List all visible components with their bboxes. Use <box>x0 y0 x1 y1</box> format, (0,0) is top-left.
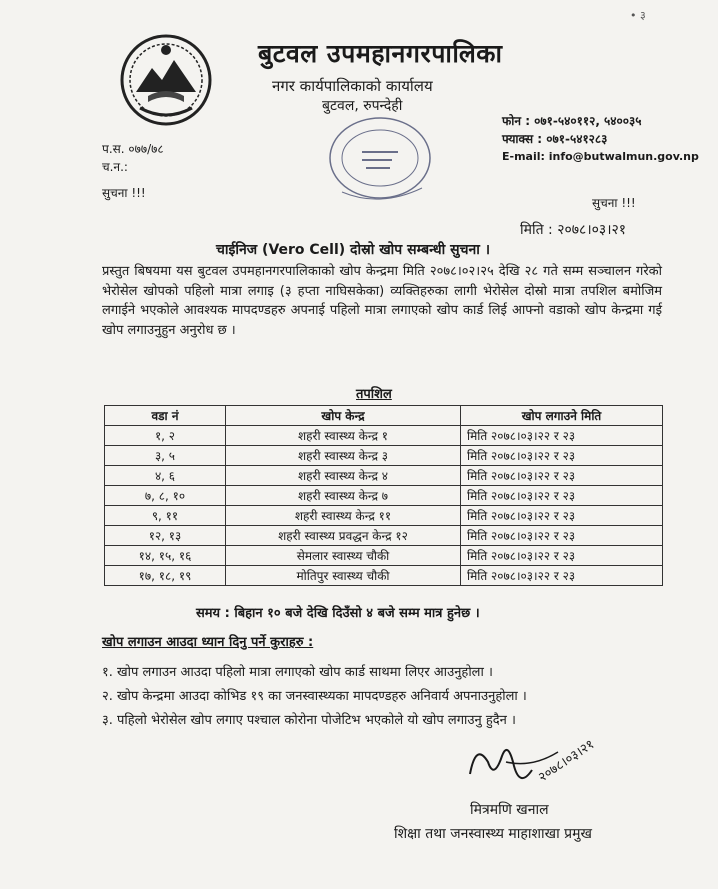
center-cell: शहरी स्वास्थ्य केन्द्र ७ <box>226 486 461 506</box>
org-name: बुटवल उपमहानगरपालिका <box>258 39 503 68</box>
vaccination-schedule-table <box>104 405 663 586</box>
signer-name: मित्रमणि खनाल <box>470 802 549 818</box>
email-address[interactable]: E-mail: info@butwalmun.gov.np <box>502 150 699 163</box>
table-row <box>105 446 663 466</box>
ward-cell: ३, ५ <box>105 446 226 466</box>
date-cell: मिति २०७८।०३।२२ र २३ <box>461 486 663 506</box>
date-cell: मिति २०७८।०३।२२ र २३ <box>461 426 663 446</box>
emblem-logo <box>118 30 214 130</box>
date-cell: मिति २०७८।०३।२२ र २३ <box>461 546 663 566</box>
notice-subject: चाईनिज (Vero Cell) दोस्रो खोप सम्बन्धी सुचना । <box>216 242 491 258</box>
ward-cell: ७, ८, १० <box>105 486 226 506</box>
ref-number: प.स. ०७७/७८ <box>102 142 164 156</box>
signature <box>462 722 632 802</box>
ward-cell: १, २ <box>105 426 226 446</box>
corner-mark: • ३ <box>630 9 646 22</box>
table-row <box>105 426 663 446</box>
header-date: खोप लगाउने मिति <box>461 406 663 426</box>
date-cell: मिति २०७८।०३।२२ र २३ <box>461 506 663 526</box>
center-cell: शहरी स्वास्थ्य प्रवद्धन केन्द्र १२ <box>226 526 461 546</box>
notice-label-left: सुचना !!! <box>102 186 146 200</box>
notice-date: मिति : २०७८।०३।२१ <box>520 222 627 238</box>
rule-item: २. खोप केन्द्रमा आउदा कोभिड १९ का जनस्वास्थ्यका मापदण्डहरु अनिवार्य अपनाउनुहोला । <box>102 689 527 704</box>
signature-date: २०७८।०३।२१ <box>535 737 598 786</box>
ward-cell: ९, ११ <box>105 506 226 526</box>
date-cell: मिति २०७८।०३।२२ र २३ <box>461 446 663 466</box>
date-cell: मिति २०७८।०३।२२ र २३ <box>461 466 663 486</box>
notice-body: प्रस्तुत बिषयमा यस बुटवल उपमहानगरपालिकाको खोप केन्द्रमा मिति २०७८।०२।२५ देखि २८ गते सम्म सञ्चालन गरेको भेरोसेल खोपको पहिलो मात्रा लगाइ (३ हप्ता नाघिसकेका) व्यक्तिहरुका लागी भेरोसेल दोस्रो मात्रा तपशिल बमोजिम लगाईने भएकोले आवश्यक मापदण्डहरु अपनाई पहिलो मात्रा लगाएको खोप कार्ड लिई आफ्नो वडाको खोप केन्द्रमा गई खोप लगाउनुहुन अनुरोध छ । <box>102 264 662 338</box>
office-name: नगर कार्यपालिकाको कार्यालय <box>272 77 433 95</box>
notice-label-right: सुचना !!! <box>592 196 636 210</box>
fax-number: फ्याक्स : ०७१-५४१२८३ <box>502 132 608 146</box>
ward-cell: १४, १५, १६ <box>105 546 226 566</box>
table-row <box>105 526 663 546</box>
rule-item: ३. पहिलो भेरोसेल खोप लगाए पश्चाल कोरोना पोजेटिभ भएकोले यो खोप लगाउनु हुदैन । <box>102 713 516 728</box>
center-cell: शहरी स्वास्थ्य केन्द्र ३ <box>226 446 461 466</box>
table-row <box>105 486 663 506</box>
dispatch-number: च.न.: <box>102 160 128 174</box>
table-header-row <box>105 406 663 426</box>
center-cell: शहरी स्वास्थ्य केन्द्र १ <box>226 426 461 446</box>
timing-note: समय : बिहान १० बजे देखि दिउँसो ४ बजे सम्म मात्र हुनेछ । <box>196 606 480 621</box>
header-center: खोप केन्द्र <box>226 406 461 426</box>
center-cell: सेमलार स्वास्थ्य चौकी <box>226 546 461 566</box>
attention-title: खोप लगाउन आउदा ध्यान दिनु पर्ने कुराहरु : <box>102 635 314 650</box>
header-ward: वडा नं <box>105 406 226 426</box>
rule-item: १. खोप लगाउन आउदा पहिलो मात्रा लगाएको खोप कार्ड साथमा लिएर आउनुहोला । <box>102 665 493 680</box>
date-cell: मिति २०७८।०३।२२ र २३ <box>461 526 663 546</box>
center-cell: शहरी स्वास्थ्य केन्द्र ११ <box>226 506 461 526</box>
ward-cell: १७, १८, १९ <box>105 566 226 586</box>
table-row <box>105 546 663 566</box>
center-cell: शहरी स्वास्थ्य केन्द्र ४ <box>226 466 461 486</box>
date-cell: मिति २०७८।०३।२२ र २३ <box>461 566 663 586</box>
table-row <box>105 506 663 526</box>
phone-number: फोन : ०७१-५४०११२, ५४००३५ <box>502 114 642 128</box>
office-stamp <box>322 112 440 208</box>
signer-designation: शिक्षा तथा जनस्वास्थ्य माहाशाखा प्रमुख <box>394 826 592 842</box>
table-row <box>105 566 663 586</box>
table-title: तपशिल <box>356 387 392 402</box>
ward-cell: ४, ६ <box>105 466 226 486</box>
ward-cell: १२, १३ <box>105 526 226 546</box>
table-row <box>105 466 663 486</box>
center-cell: मोतिपुर स्वास्थ्य चौकी <box>226 566 461 586</box>
office-address: बुटवल, रुपन्देही <box>322 98 403 114</box>
